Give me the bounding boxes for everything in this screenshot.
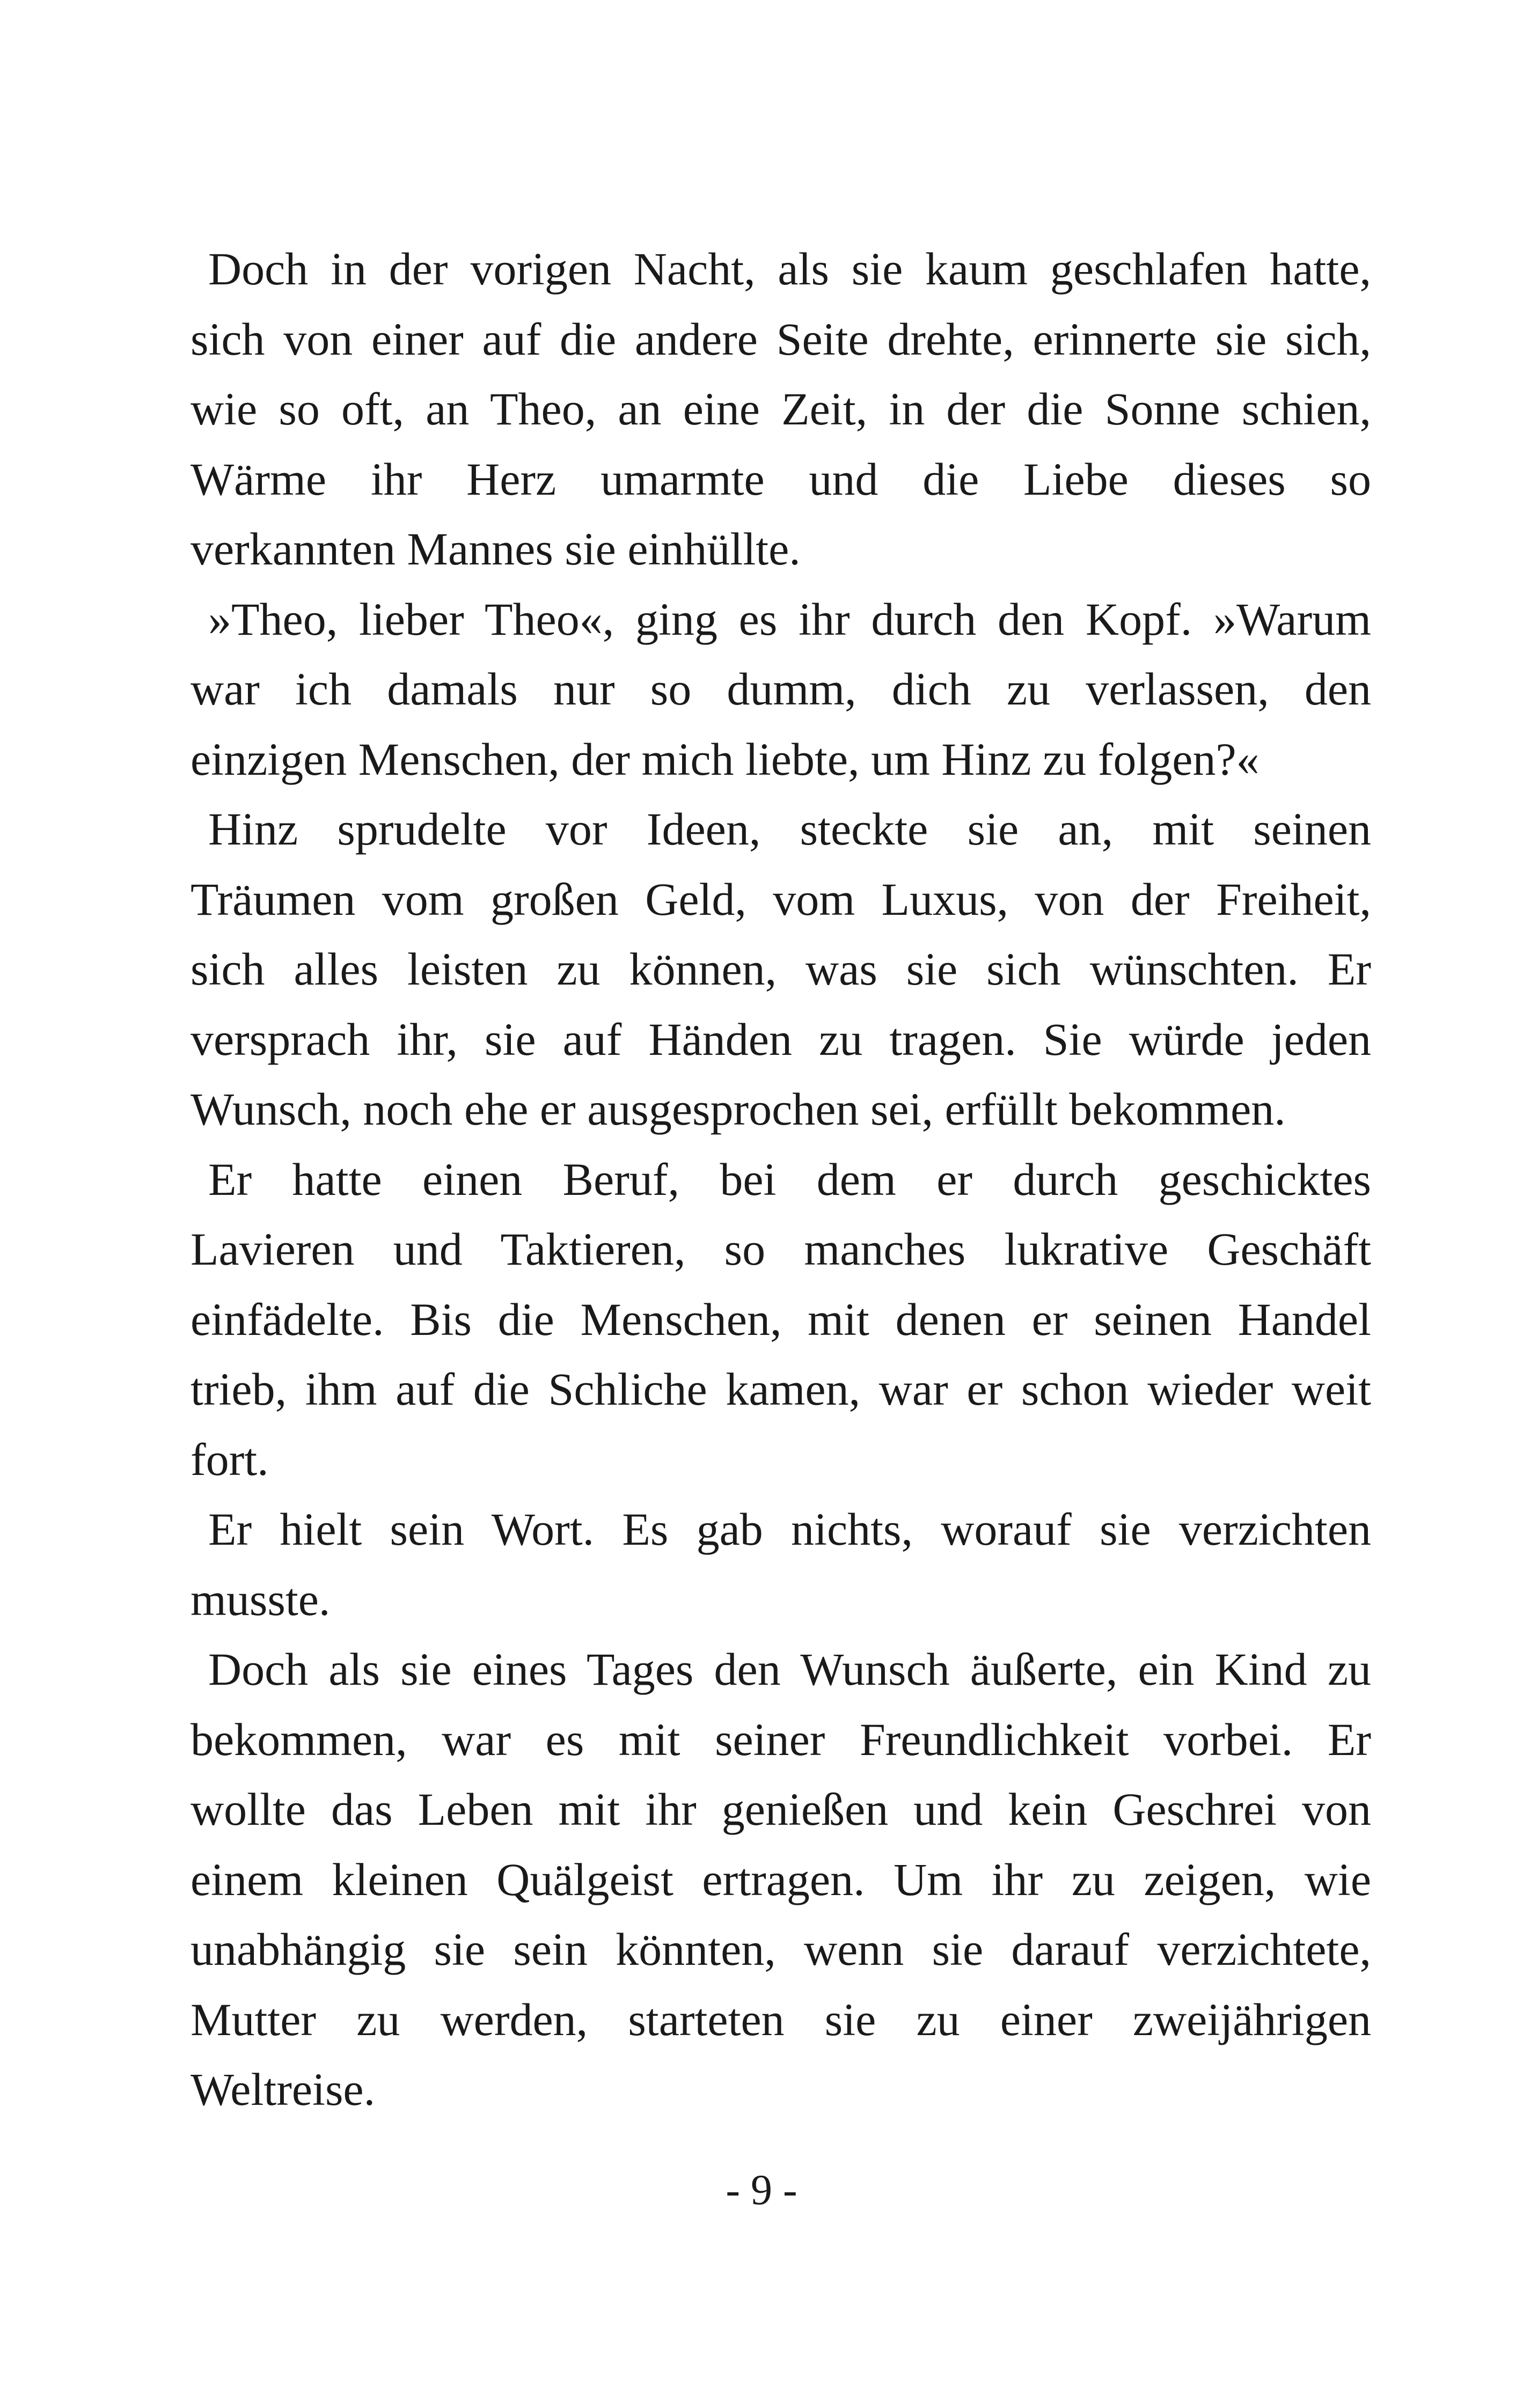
paragraph-3 [191, 794, 1371, 1144]
text-line: wie so oft, an Theo, an eine Zeit, in der die Sonne schien, [191, 383, 1371, 435]
text-line: verkannten Mannes sie einhüllte. [191, 523, 801, 575]
paragraph-5 [191, 1494, 1371, 1634]
text-line: war ich damals nur so dumm, dich zu verlassen, den [191, 663, 1371, 715]
text-line: fort. [191, 1433, 269, 1485]
text-line: Doch als sie eines Tages den Wunsch äußerte, ein Kind zu [208, 1643, 1371, 1695]
paragraph-6 [191, 1634, 1371, 2125]
paragraph-1 [191, 234, 1371, 584]
text-line: Wunsch, noch ehe er ausgesprochen sei, erfüllt bekommen. [191, 1083, 1286, 1135]
text-line: einem kleinen Quälgeist ertragen. Um ihr zu zeigen, wie [191, 1853, 1371, 1905]
text-line: Hinz sprudelte vor Ideen, steckte sie an, mit seinen [208, 803, 1371, 855]
text-line: versprach ihr, sie auf Händen zu tragen. Sie würde jeden [191, 1013, 1371, 1065]
text-line: Weltreise. [191, 2064, 376, 2115]
text-line: Mutter zu werden, starteten sie zu einer zweijährigen [191, 1993, 1371, 2045]
text-line: einfädelte. Bis die Menschen, mit denen er seinen Handel [191, 1293, 1371, 1345]
text-line: wollte das Leben mit ihr genießen und kein Geschrei von [191, 1783, 1371, 1835]
body-text [191, 234, 1371, 2125]
paragraph-4 [191, 1144, 1371, 1495]
text-line: Er hatte einen Beruf, bei dem er durch geschicktes [208, 1153, 1371, 1205]
text-line: bekommen, war es mit seiner Freundlichkeit vorbei. Er [191, 1713, 1371, 1765]
text-line: Lavieren und Taktieren, so manches lukrative Geschäft [191, 1223, 1371, 1275]
text-line: sich alles leisten zu können, was sie sich wünschten. Er [191, 943, 1371, 995]
text-line: »Theo, lieber Theo«, ging es ihr durch den Kopf. »Warum [208, 593, 1371, 645]
text-line: musste. [191, 1573, 331, 1625]
paragraph-2 [191, 584, 1371, 795]
text-line: unabhängig sie sein könnten, wenn sie darauf verzichtete, [191, 1924, 1371, 1975]
text-line: Er hielt sein Wort. Es gab nichts, worauf sie verzichten [208, 1503, 1371, 1555]
text-line: einzigen Menschen, der mich liebte, um Hinz zu folgen?« [191, 733, 1260, 785]
text-line: trieb, ihm auf die Schliche kamen, war er schon wieder weit [191, 1363, 1371, 1415]
text-line: Wärme ihr Herz umarmte und die Liebe dieses so [191, 453, 1371, 505]
text-line: sich von einer auf die andere Seite drehte, erinnerte sie sich, [191, 313, 1371, 365]
text-line: Doch in der vorigen Nacht, als sie kaum geschlafen hatte, [208, 243, 1371, 295]
text-line: Träumen vom großen Geld, vom Luxus, von der Freiheit, [191, 873, 1371, 925]
page-number: - 9 - [726, 2167, 797, 2214]
